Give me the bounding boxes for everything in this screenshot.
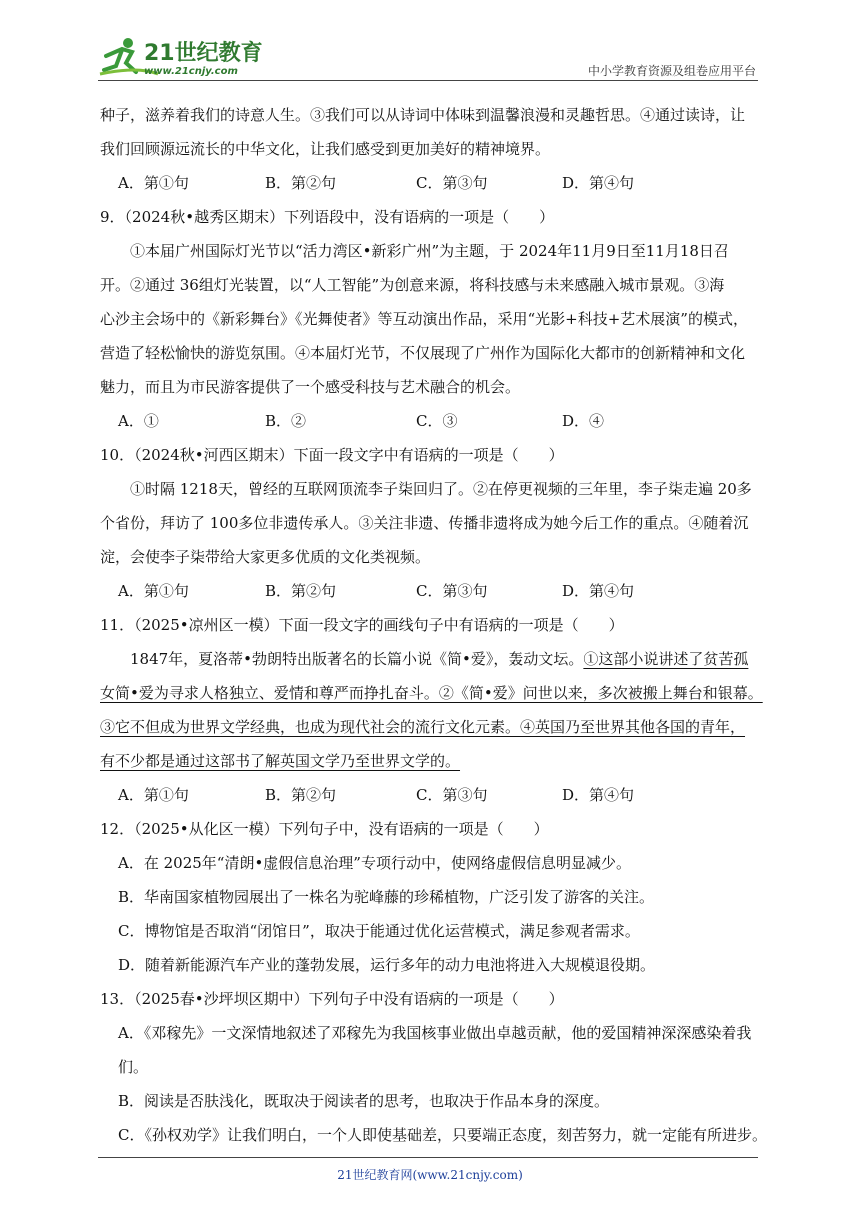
- q11-passage-line: [100, 642, 760, 676]
- q13-option-a: A．《邓稼先》一文深情地叙述了邓稼先为我国核事业做出卓越贡献，他的爱国精神深深感染着我: [118, 1024, 752, 1042]
- option-c: C．第③句: [416, 582, 488, 600]
- q9-passage-line: ①本届广州国际灯光节以“活力湾区•新彩广州”为主题，于 2024年11月9日至11月18日召: [130, 242, 729, 260]
- q11-stem: 11．（2025•凉州区一模）下面一段文字的画线句子中有语病的一项是（ ）: [100, 616, 624, 634]
- q9-stem: 9．（2024秋•越秀区期末）下列语段中，没有语病的一项是（ ）: [100, 208, 555, 226]
- page-header: [98, 30, 758, 80]
- option-b: B．第②句: [265, 582, 337, 600]
- option-d: D．第④句: [562, 786, 635, 804]
- page-footer: 21世纪教育网(www.21cnjy.com): [337, 1168, 523, 1182]
- q12-stem: 12．（2025•从化区一模）下列句子中，没有语病的一项是（ ）: [100, 820, 549, 838]
- q12-option-a: A．在 2025年“清朗•虚假信息治理”专项行动中，使网络虚假信息明显减少。: [118, 854, 631, 872]
- q13-stem: 13．（2025春•沙坪坝区期中）下列句子中没有语病的一项是（ ）: [100, 990, 564, 1008]
- option-b: B．第②句: [265, 786, 337, 804]
- q11-options: [100, 778, 760, 812]
- q9-passage-line: 魅力，而且为市民游客提供了一个感受科技与艺术融合的机会。: [100, 378, 521, 396]
- q10-stem: 10．（2024秋•河西区期末）下面一段文字中有语病的一项是（ ）: [100, 446, 564, 464]
- platform-name: 中小学教育资源及组卷应用平台: [587, 64, 756, 78]
- option-d: D．第④句: [562, 582, 635, 600]
- q10-passage-line: 淀，会使李子柒带给大家更多优质的文化类视频。: [100, 548, 431, 566]
- option-a: A．第①句: [118, 582, 189, 600]
- q11-intro: 1847年，夏洛蒂•勃朗特出版著名的长篇小说《简•爱》，轰动文坛。: [130, 650, 584, 668]
- q9-options: [100, 404, 760, 438]
- q12-option-d: D．随着新能源汽车产业的蓬勃发展，运行多年的动力电池将进入大规模退役期。: [118, 956, 656, 974]
- option-a: A．第①句: [118, 174, 189, 192]
- q13-option-c: C．《孙权劝学》让我们明白，一个人即使基础差，只要端正态度，刻苦努力，就一定能有所进步。: [118, 1126, 767, 1144]
- logo-url: www.21cnjy.com: [144, 66, 238, 77]
- logo-text: 21世纪教育: [144, 41, 263, 66]
- q9-passage-line: 营造了轻松愉快的游览氛围。④本届灯光节，不仅展现了广州作为国际化大都市的创新精神和文化: [100, 344, 746, 362]
- q13-option-a-cont: 们。: [118, 1058, 149, 1076]
- footer-divider: [98, 1157, 758, 1158]
- q10-passage-line: 个省份，拜访了 100多位非遗传承人。③关注非遗、传播非遗将成为她今后工作的重点。④随着沉: [100, 514, 749, 532]
- q13-option-b: B．阅读是否肤浅化，既取决于阅读者的思考，也取决于作品本身的深度。: [118, 1092, 610, 1110]
- option-d: D．第④句: [562, 174, 635, 192]
- option-b: B．②: [265, 412, 307, 430]
- option-c: C．第③句: [416, 174, 488, 192]
- option-c: C．第③句: [416, 786, 488, 804]
- header-divider: [98, 80, 758, 81]
- q11-passage-line: 有不少都是通过这部书了解英国文学乃至世界文学的。: [100, 752, 461, 770]
- q9-passage-line: 开。②通过 36组灯光装置，以“人工智能”为创意来源，将科技感与未来感融入城市景观。③海: [100, 276, 725, 294]
- q8-line: 我们回顾源远流长的中华文化，让我们感受到更加美好的精神境界。: [100, 140, 551, 158]
- option-a: A．第①句: [118, 786, 189, 804]
- q11-underlined: ①这部小说讲述了贫苦孤: [583, 650, 749, 668]
- option-b: B．第②句: [265, 174, 337, 192]
- q9-passage-line: 心沙主会场中的《新彩舞台》《光舞使者》等互动演出作品，采用“光影+科技+艺术展演”的模式，: [100, 310, 748, 328]
- option-d: D．④: [562, 412, 605, 430]
- q12-option-b: B．华南国家植物园展出了一株名为驼峰藤的珍稀植物，广泛引发了游客的关注。: [118, 888, 655, 906]
- q12-option-c: C．博物馆是否取消“闭馆日”，取决于能通过优化运营模式，满足参观者需求。: [118, 922, 640, 940]
- q10-options: [100, 574, 760, 608]
- option-a: A．①: [118, 412, 159, 430]
- logo-21cnjy: [98, 36, 268, 78]
- q8-line: 种子，滋养着我们的诗意人生。③我们可以从诗词中体味到温馨浪漫和灵趣哲思。④通过读诗，让: [100, 106, 746, 124]
- q11-passage-line: ③它不但成为世界文学经典，也成为现代社会的流行文化元素。④英国乃至世界其他各国的青年，: [100, 718, 746, 736]
- q8-options: [100, 166, 760, 200]
- q10-passage-line: ①时隔 1218天，曾经的互联网顶流李子柒回归了。②在停更视频的三年里，李子柒走遍 20多: [130, 480, 752, 498]
- option-c: C．③: [416, 412, 458, 430]
- question-list: [100, 98, 767, 1152]
- q11-passage-line: 女简•爱为寻求人格独立、爱情和尊严而挣扎奋斗。②《简•爱》问世以来，多次被搬上舞台和银幕。: [100, 684, 763, 702]
